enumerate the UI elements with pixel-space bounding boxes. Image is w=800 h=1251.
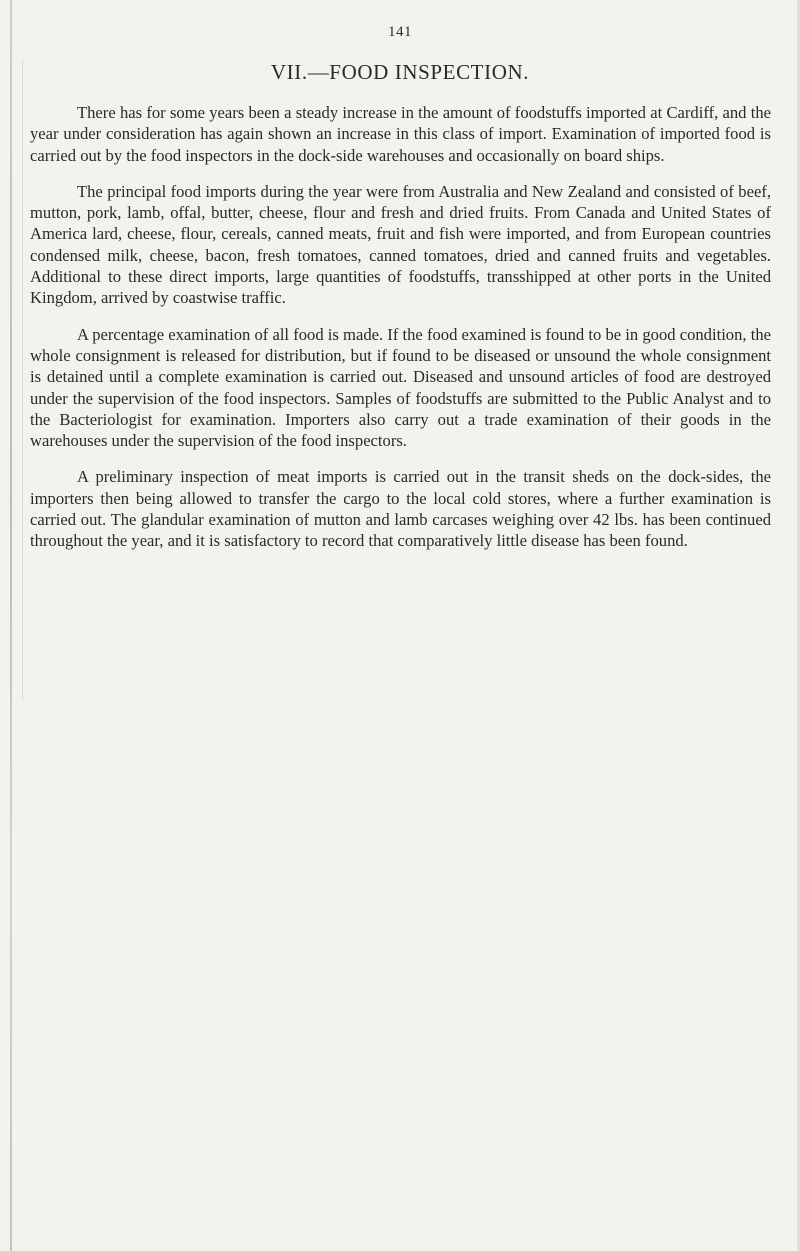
binding-edge — [10, 0, 12, 1251]
paragraph-meat-inspection: A preliminary inspection of meat imports is carried out in the transit sheds on the dock-sides, the importers then being allowed to transfer the cargo to the local cold stores, where a further examination is carried out. The glandular examination of mutton and lamb carcases weighing over 42 lbs. has been continued throughout the year, and it is satisfactory to record that comparatively little disease has been found. — [30, 467, 771, 551]
body-text — [30, 102, 771, 567]
section-title: VII.—FOOD INSPECTION. — [270, 60, 530, 84]
paragraph-principal-imports: The principal food imports during the year were from Australia and New Zealand and consisted of beef, mutton, pork, lamb, offal, butter, cheese, flour and fresh and dried fruits. From Canada and United States of America lard, cheese, flour, cereals, canned meats, fruit and fish were imported, and from European countries condensed milk, cheese, bacon, fresh tomatoes, canned tomatoes, dried and canned fruits and vegetables. Additional to these direct imports, large quantities of foodstuffs, transshipped at other ports in the United Kingdom, arrived by coastwise traffic. — [30, 181, 771, 308]
binding-shadow — [22, 60, 23, 700]
paragraph-percentage-examination: A percentage examination of all food is made. If the food examined is found to be in good condition, the whole consignment is released for distribution, but if found to be diseased or unsound the whole consignment is detained until a complete examination is carried out. Diseased and unsound articles of food are destroyed under the supervision of the food inspectors. Samples of foodstuffs are submitted to the Public Analyst and to the Bacteriologist for examination. Importers also carry out a trade examination of their goods in the warehouses under the supervision of the food inspectors. — [30, 324, 771, 451]
page-number: 141 — [388, 24, 412, 40]
paragraph-imports-increase: There has for some years been a steady increase in the amount of foodstuffs imported at Cardiff, and the year under consideration has again shown an increase in this class of import. Examination of imported food is carried out by the food inspectors in the dock-side warehouses and occasionally on board ships. — [30, 103, 771, 165]
